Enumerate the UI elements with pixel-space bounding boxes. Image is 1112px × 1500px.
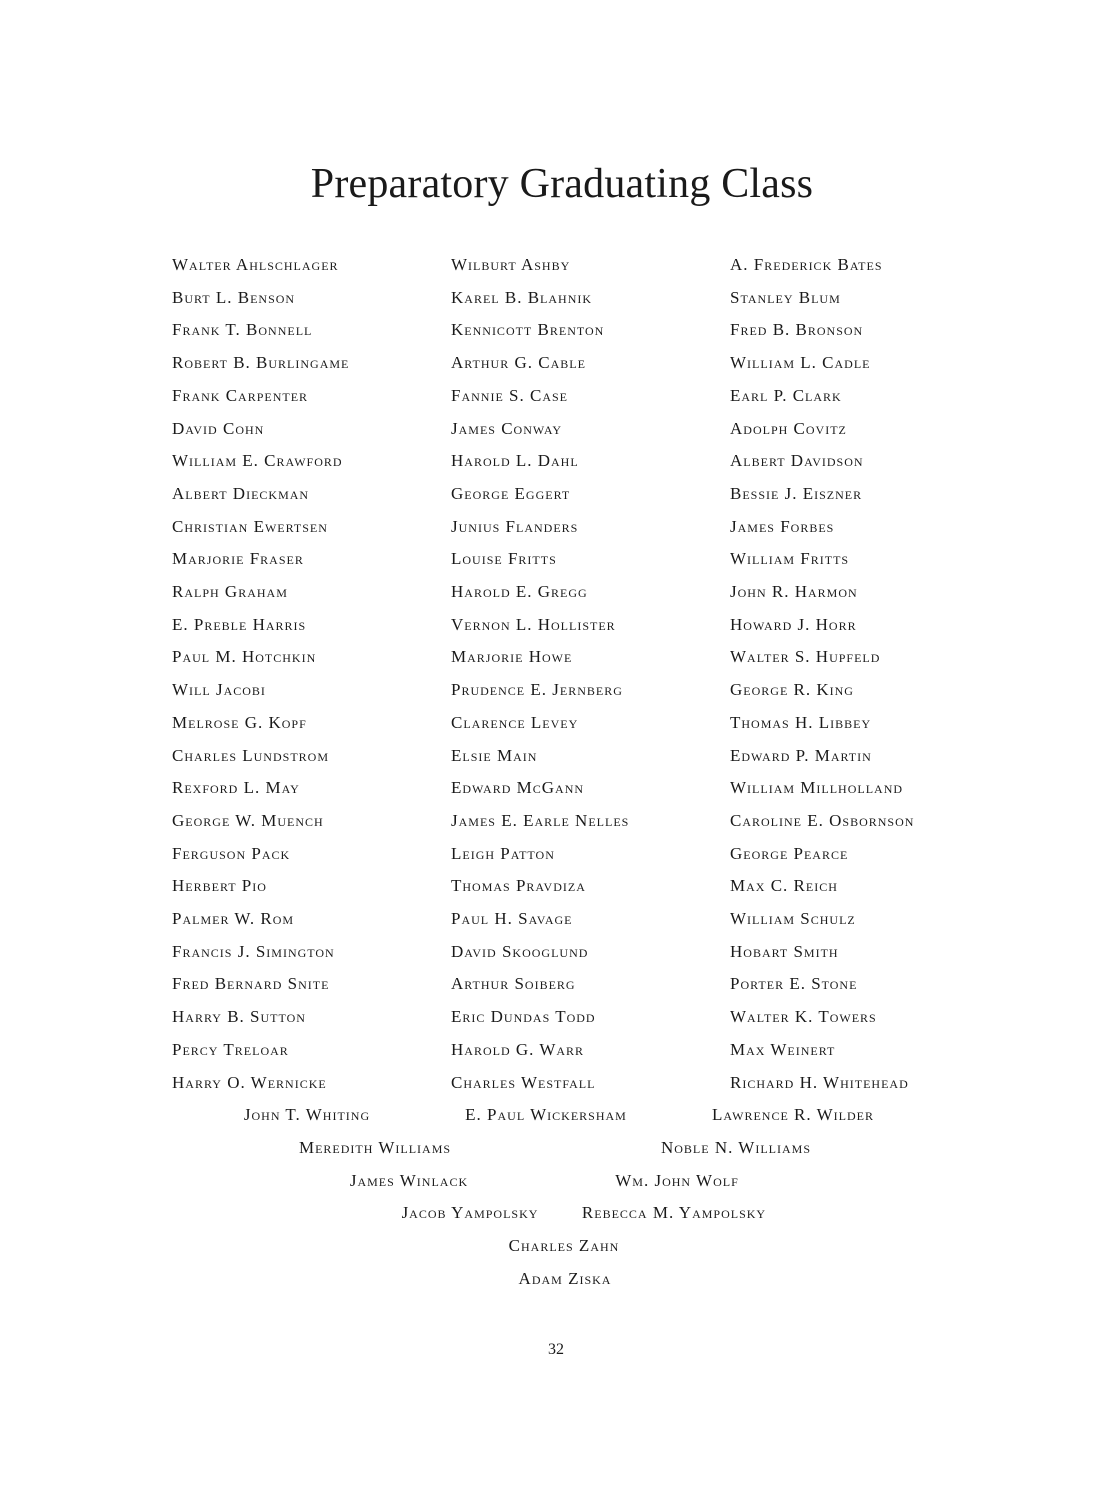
graduate-name: Howard J. Horr (730, 614, 857, 634)
graduate-name: Palmer W. Rom (172, 909, 295, 928)
graduate-name: William L. Cadle (730, 353, 871, 373)
graduate-name: James Winlack (349, 1170, 469, 1190)
graduate-name: Robert B. Burlingame (172, 353, 350, 373)
graduate-name: Fannie S. Case (451, 385, 568, 405)
graduate-name: Adam Ziska (518, 1268, 612, 1288)
graduate-name: Junius Flanders (451, 516, 579, 536)
graduate-name: John R. Harmon (730, 582, 858, 601)
graduate-name: Fred B. Bronson (730, 320, 864, 340)
graduate-name: Charles Zahn (508, 1236, 620, 1255)
graduate-name: Charles Lundstrom (172, 745, 329, 765)
graduate-name: Thomas Pravdiza (451, 876, 586, 896)
graduate-name: Wm. John Wolf (615, 1170, 739, 1190)
graduate-name: Burt L. Benson (172, 287, 296, 307)
graduate-name: John T. Whiting (243, 1105, 371, 1125)
graduate-name: E. Preble Harris (172, 614, 307, 634)
graduate-name: Harold G. Warr (451, 1039, 585, 1059)
graduate-name: Melrose G. Kopf (172, 712, 307, 732)
graduate-name: Bessie J. Eiszner (730, 483, 863, 503)
graduate-name: Albert Davidson (730, 451, 864, 471)
graduate-name: Percy Treloar (172, 1039, 289, 1059)
graduate-name: Porter E. Stone (730, 974, 858, 994)
graduate-name: George W. Muench (172, 810, 324, 830)
graduate-name: Vernon L. Hollister (451, 614, 616, 634)
graduate-name: Clarence Levey (451, 712, 579, 732)
graduate-name: Albert Dieckman (172, 483, 310, 503)
graduate-name: Harry B. Sutton (172, 1007, 306, 1027)
graduate-name: Arthur Soiberg (451, 974, 576, 994)
graduate-name: Herbert Pio (172, 876, 267, 896)
graduate-name: William Fritts (730, 549, 850, 569)
graduate-name: George Pearce (730, 843, 849, 863)
graduate-name: Marjorie Fraser (172, 549, 304, 569)
graduate-name: E. Paul Wickersham (465, 1105, 627, 1125)
graduate-name: Meredith Williams (298, 1137, 452, 1157)
graduate-name: George R. King (730, 680, 854, 700)
graduate-name: William Millholland (730, 778, 904, 798)
graduate-name: Elsie Main (451, 745, 538, 765)
graduate-name: Francis J. Simington (172, 941, 335, 961)
graduate-name: Fred Bernard Snite (172, 974, 330, 994)
graduate-name: Ferguson Pack (172, 843, 291, 863)
graduate-name: Max Weinert (730, 1039, 836, 1059)
graduate-name: Arthur G. Cable (451, 353, 586, 373)
graduate-name: Earl P. Clark (730, 385, 842, 405)
graduate-name: Eric Dundas Todd (451, 1007, 596, 1027)
graduate-name: Richard H. Whitehead (730, 1072, 909, 1092)
graduate-name: Frank T. Bonnell (172, 320, 313, 340)
graduate-name: George Eggert (451, 483, 571, 503)
graduate-name: Thomas H. Libbey (730, 712, 872, 732)
graduate-name: Paul M. Hotchkin (172, 647, 317, 667)
graduate-name: Karel B. Blahnik (451, 287, 593, 307)
graduate-name: James E. Earle Nelles (451, 810, 630, 830)
graduate-name: Jacob Yampolsky (401, 1203, 539, 1223)
graduate-name: Harold L. Dahl (451, 451, 579, 471)
graduate-name: Hobart Smith (730, 941, 839, 961)
graduate-name: Caroline E. Osbornson (730, 810, 915, 830)
graduate-name: Frank Carpenter (172, 385, 309, 405)
graduate-name: Lawrence R. Wilder (712, 1105, 874, 1125)
graduate-name: Rebecca M. Yampolsky (581, 1203, 767, 1223)
graduate-name: Charles Westfall (451, 1072, 596, 1092)
graduate-name: A. Frederick Bates (730, 255, 883, 274)
page-number: 32 (548, 1341, 564, 1358)
graduate-name: Noble N. Williams (660, 1137, 812, 1157)
graduate-name: Edward McGann (451, 778, 585, 798)
graduate-name: Ralph Graham (172, 582, 288, 601)
graduate-name: James Forbes (730, 516, 835, 536)
graduate-name: Edward P. Martin (730, 745, 872, 765)
graduate-name: David Skooglund (451, 941, 589, 961)
graduate-name: Max C. Reich (730, 876, 838, 896)
graduate-name: Leigh Patton (451, 843, 555, 863)
graduate-name: Harry O. Wernicke (172, 1072, 327, 1092)
graduate-name: David Cohn (172, 418, 265, 438)
graduate-name: Walter S. Hupfeld (730, 647, 881, 667)
graduate-name: Will Jacobi (172, 680, 266, 700)
graduate-name: Harold E. Gregg (451, 582, 588, 601)
graduate-name: Marjorie Howe (451, 647, 573, 667)
graduate-name: Wilburt Ashby (451, 255, 571, 274)
graduate-name: Walter Ahlschlager (172, 255, 339, 274)
graduate-name: Rexford L. May (172, 778, 300, 798)
graduate-name: Christian Ewertsen (172, 516, 328, 536)
graduate-name: Prudence E. Jernberg (451, 680, 623, 700)
page-title: Preparatory Graduating Class (310, 161, 814, 207)
graduate-name: William Schulz (730, 909, 856, 928)
graduate-name: Paul H. Savage (451, 909, 573, 928)
graduate-name: James Conway (451, 418, 563, 438)
graduate-name: William E. Crawford (172, 451, 343, 471)
graduate-name: Walter K. Towers (730, 1007, 877, 1027)
graduate-name: Kennicott Brenton (451, 320, 605, 340)
graduate-name: Stanley Blum (730, 287, 841, 307)
graduate-name: Louise Fritts (451, 549, 557, 569)
graduate-name: Adolph Covitz (730, 418, 847, 438)
